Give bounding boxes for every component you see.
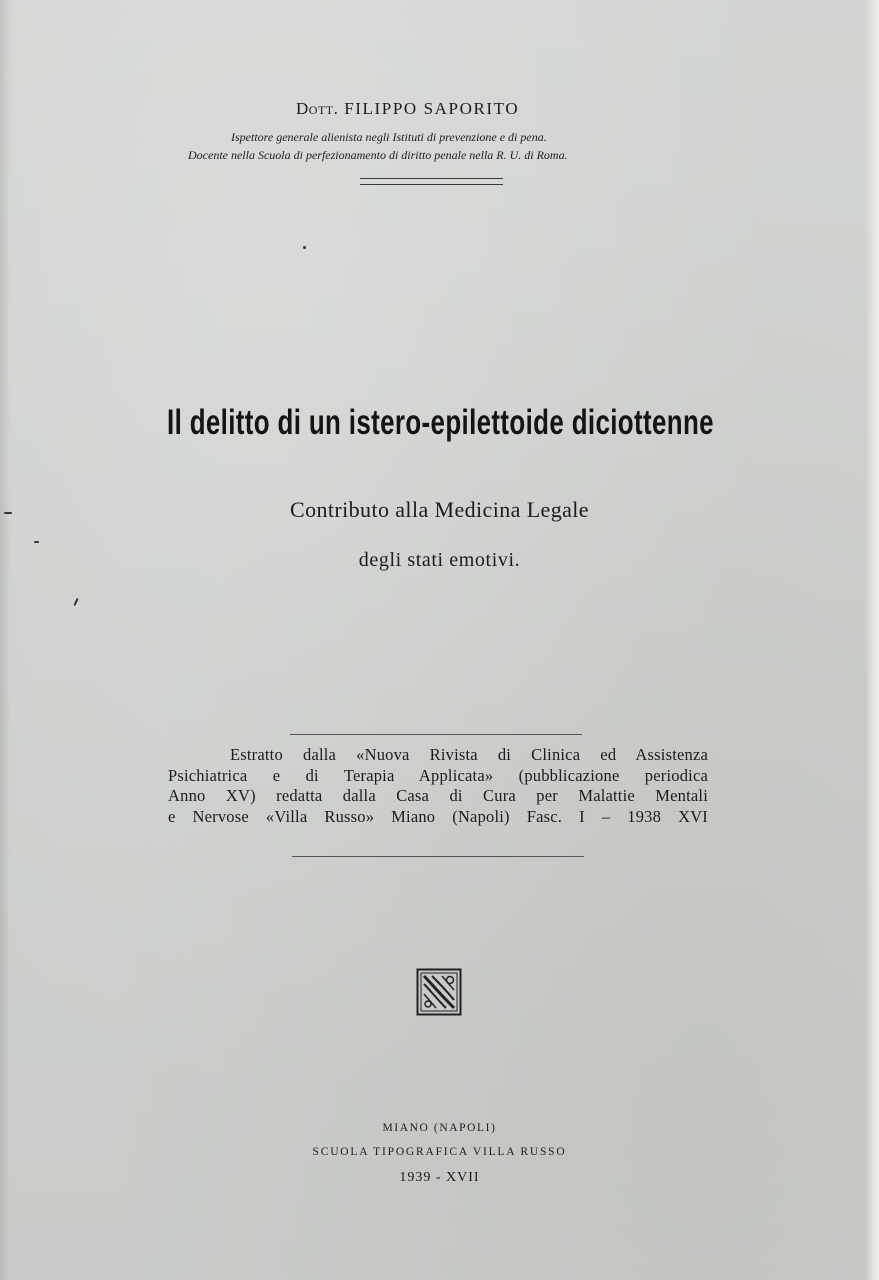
imprint-year: 1939 - XVII	[399, 1170, 480, 1185]
author-affiliation-1: Ispettore generale alienista negli Istituti di prevenzione e di pena.	[231, 130, 547, 144]
main-title: Il delitto di un istero-epilettoide diciottenne	[167, 403, 714, 442]
extract-line-3: Anno XV) redatta dalla Casa di Cura per Malattie Mentali	[168, 786, 708, 805]
printer-mark-icon	[416, 968, 462, 1016]
extract-line-2: Psichiatrica e di Terapia Applicata» (pubblicazione periodica	[168, 765, 708, 785]
header-divider	[360, 178, 503, 185]
author-name: FILIPPO SAPORITO	[344, 99, 520, 118]
subtitle-line-1: Contributo alla Medicina Legale	[290, 497, 589, 522]
imprint-press: SCUOLA TIPOGRAFICA VILLA RUSSO	[312, 1146, 567, 1158]
page-right-edge	[865, 0, 879, 1280]
page-left-shadow	[0, 0, 10, 1280]
extract-line-4: e Nervose «Villa Russo» Miano (Napoli) Fasc. I – 1938 XVI	[168, 806, 708, 826]
paper-speck	[303, 246, 306, 249]
author-affiliation-2: Docente nella Scuola di perfezionamento di diritto penale nella R. U. di Roma.	[188, 148, 568, 162]
author-line	[296, 99, 519, 119]
paper-speck	[34, 541, 39, 543]
extract-bottom-rule	[292, 856, 584, 857]
paper-speck	[73, 598, 78, 606]
extract-note	[168, 745, 708, 827]
imprint-city: MIANO (NAPOLI)	[382, 1122, 497, 1134]
paper-speck	[4, 512, 12, 514]
author-prefix: Dott.	[296, 99, 339, 118]
extract-line-1: Estratto dalla «Nuova Rivista di Clinica ed Assistenza	[230, 745, 708, 764]
subtitle-line-2: degli stati emotivi.	[358, 549, 521, 571]
extract-top-rule	[290, 734, 582, 735]
